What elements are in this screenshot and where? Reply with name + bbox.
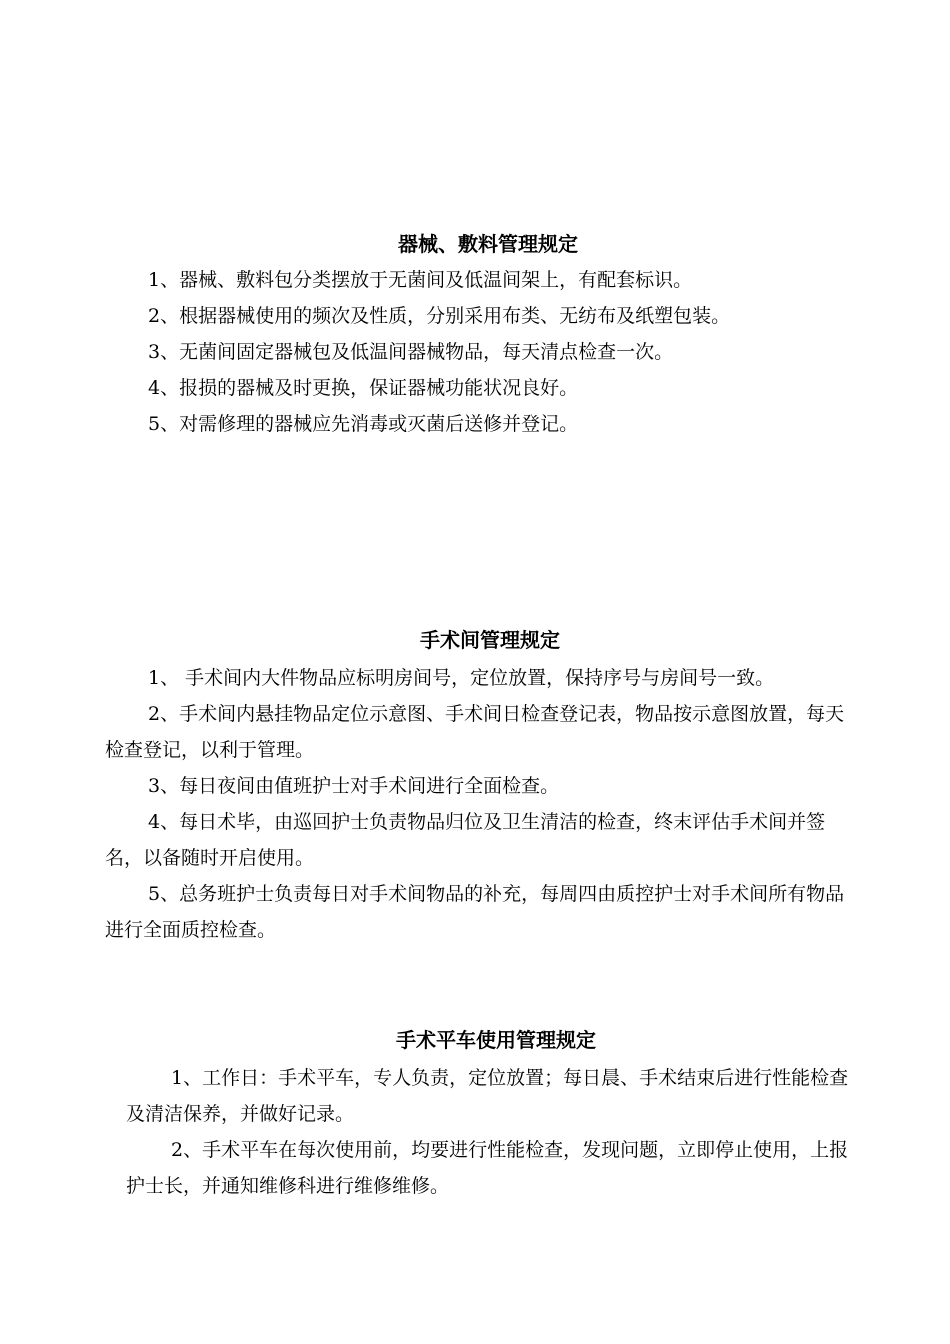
rule-item: 1、工作日：手术平车，专人负责，定位放置；每日晨、手术结束后进行性能检查及清洁保养，并做好记录。 — [126, 1067, 849, 1125]
rule-item: 2、根据器械使用的频次及性质，分别采用布类、无纺布及纸塑包装。 — [148, 305, 731, 327]
rule-item: 2、手术间内悬挂物品定位示意图、手术间日检查登记表，物品按示意图放置，每天检查登记，以利于管理。 — [105, 703, 845, 761]
rule-item: 5、对需修理的器械应先消毒或灭菌后送修并登记。 — [148, 413, 579, 435]
rule-item: 3、无菌间固定器械包及低温间器械物品，每天清点检查一次。 — [148, 341, 674, 363]
rule-item: 4、每日术毕，由巡回护士负责物品归位及卫生清洁的检查，终末评估手术间并签名，以备随时开启使用。 — [105, 811, 826, 869]
rule-item: 4、报损的器械及时更换，保证器械功能状况良好。 — [148, 377, 579, 399]
rule-item: 1、 手术间内大件物品应标明房间号，定位放置，保持序号与房间号一致。 — [148, 667, 775, 689]
rule-item: 3、每日夜间由值班护士对手术间进行全面检查。 — [148, 775, 560, 797]
rule-item: 5、总务班护士负责每日对手术间物品的补充，每周四由质控护士对手术间所有物品进行全面质控检查。 — [105, 883, 845, 941]
section-title: 手术平车使用管理规定 — [396, 1028, 596, 1052]
rule-item: 2、手术平车在每次使用前，均要进行性能检查，发现问题，立即停止使用，上报护士长，并通知维修科进行维修维修。 — [126, 1139, 849, 1197]
section-title: 手术间管理规定 — [420, 628, 560, 652]
section-title: 器械、敷料管理规定 — [398, 232, 578, 256]
rule-item: 1、器械、敷料包分类摆放于无菌间及低温间架上，有配套标识。 — [148, 269, 693, 291]
